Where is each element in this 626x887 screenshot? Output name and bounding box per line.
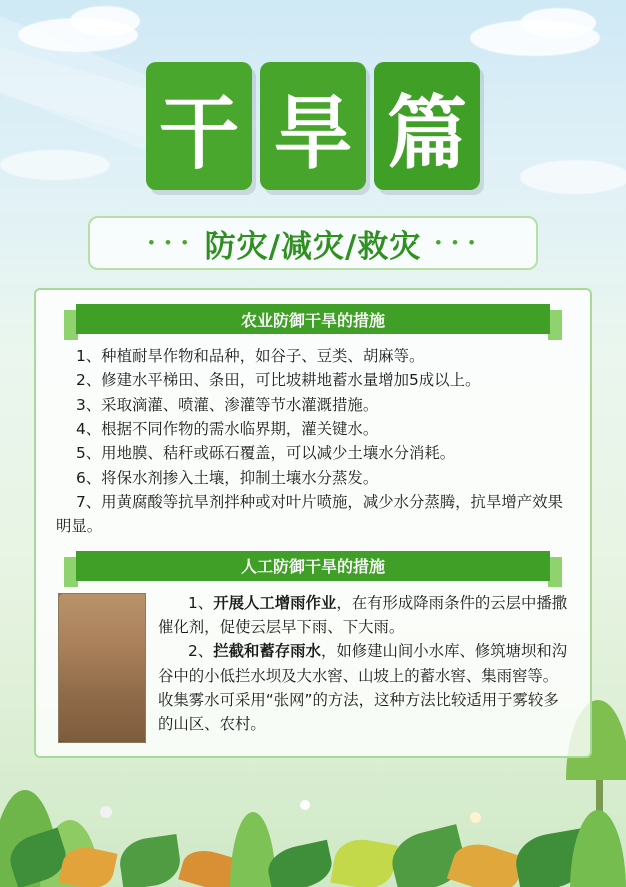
section-2-p1-bold: 开展人工增雨作业 — [213, 593, 337, 612]
grass-blade-decoration — [570, 810, 626, 887]
subtitle-text: 防灾/减灾/救灾 — [204, 228, 422, 265]
section-2-body — [52, 591, 574, 747]
poster-subtitle-bar — [88, 216, 538, 270]
cloud-decoration — [520, 8, 596, 38]
subtitle-right-dots: • • • — [435, 233, 478, 252]
cracked-earth-photo — [58, 593, 146, 743]
section-2-p2-number: 2、 — [188, 642, 214, 661]
section-1-line-4: 4、根据不同作物的需水临界期，灌关键水。 — [76, 419, 379, 438]
leaf-decoration — [264, 840, 335, 887]
poster-title — [0, 62, 626, 190]
title-char-3: 篇 — [374, 62, 480, 190]
title-char-1: 干 — [146, 62, 252, 190]
section-1-line-5: 5、用地膜、秸秆或砾石覆盖，可以减少土壤水分消耗。 — [76, 444, 456, 463]
section-1-line-1: 1、种植耐旱作物和品种，如谷子、豆类、胡麻等。 — [76, 347, 425, 365]
subtitle-left-dots: • • • — [148, 233, 191, 252]
cloud-decoration — [70, 6, 140, 36]
section-1-line-7: 7、用黄腐酸等抗旱剂拌种或对叶片喷施，减少水分蒸腾，抗旱增产效果明显。 — [56, 492, 563, 536]
section-2-banner-wrap — [52, 551, 574, 581]
section-2-p2-bold: 拦截和蓄存雨水 — [213, 642, 321, 661]
section-1-line-3: 3、采取滴灌、喷灌、渗灌等节水灌溉措施。 — [76, 395, 379, 414]
section-1-line-6: 6、将保水剂掺入土壤，抑制土壤水分蒸发。 — [76, 468, 379, 487]
leaf-decoration — [330, 835, 397, 887]
flower-decoration — [300, 800, 310, 810]
section-1-body — [52, 344, 574, 539]
flower-decoration — [100, 806, 112, 818]
section-2-heading: 人工防御干旱的措施 — [76, 551, 550, 581]
section-2-p1-rest: ，在有形成降雨条件的云层中播撒催化剂，促使云层早下雨、下大雨。 — [158, 593, 568, 636]
section-1-banner-wrap — [52, 304, 574, 334]
section-2-p1-number: 1、 — [188, 593, 214, 612]
title-char-2: 旱 — [260, 62, 366, 190]
content-card — [34, 288, 592, 758]
leaf-decoration — [117, 834, 183, 887]
flower-decoration — [470, 812, 481, 823]
section-2-p2-rest: ，如修建山间小水库、修筑塘坝和沟谷中的小低拦水坝及大水窖、山坡上的蓄水窖、集雨窖等。收集雾水可采用“张网”的方法，这种方法比较适用于雾较多的山区、农村。 — [158, 642, 568, 734]
section-1-heading: 农业防御干旱的措施 — [76, 304, 550, 334]
section-1-line-2: 2、修建水平梯田、条田，可比坡耕地蓄水量增加5成以上。 — [76, 371, 481, 390]
